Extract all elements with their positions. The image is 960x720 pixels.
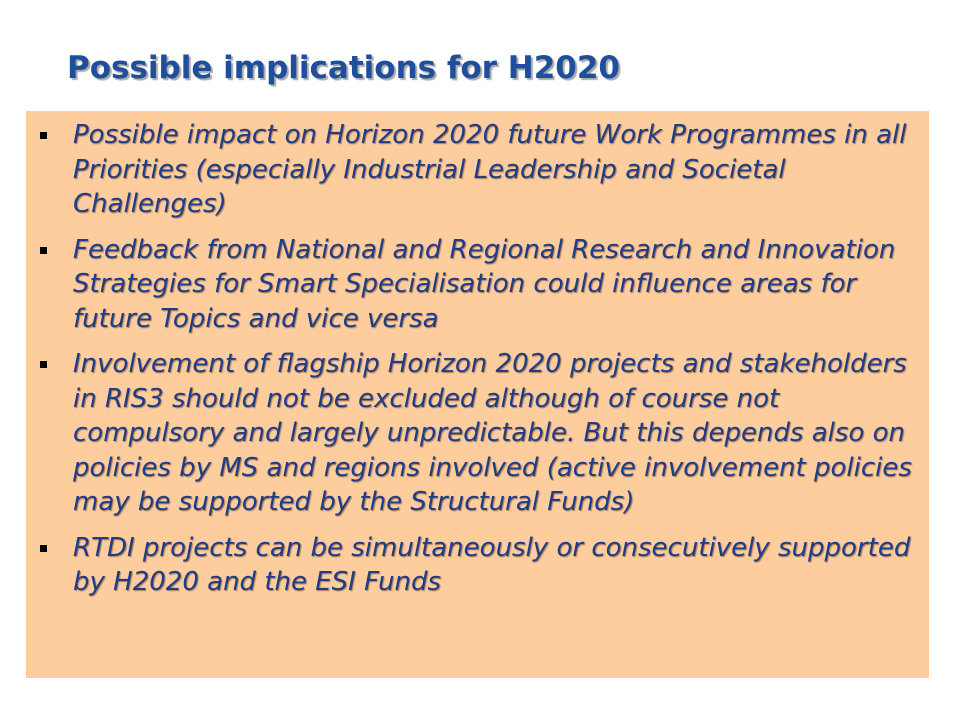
bullet-text: Possible impact on Horizon 2020 future Work Programmes in all Priorities (especially Industrial Leadership and Societal Challenges)	[73, 120, 907, 219]
square-bullet-icon	[40, 545, 47, 552]
bullet-item	[26, 118, 929, 222]
content-box	[26, 111, 929, 678]
bullet-text: RTDI projects can be simultaneously or consecutively supported by H2020 and the ESI Funds	[73, 532, 911, 597]
bullet-item	[26, 347, 929, 520]
bullet-text: Feedback from National and Regional Research and Innovation Strategies for Smart Specialisation could influence areas for future Topics and vice versa	[73, 234, 896, 334]
slide-title: Possible implications for H2020	[67, 50, 620, 86]
square-bullet-icon	[40, 247, 47, 254]
bullet-item	[26, 233, 929, 337]
square-bullet-icon	[40, 132, 47, 139]
bullet-list	[26, 118, 929, 611]
bullet-item	[26, 531, 929, 600]
square-bullet-icon	[40, 361, 47, 368]
bullet-text: Involvement of flagship Horizon 2020 projects and stakeholders in RIS3 should not be excluded although of course not compulsory and largely unpredictable. But this depends also on policies by MS and regions involved (active involvement policies may be supported by the Structural Funds)	[73, 349, 912, 517]
